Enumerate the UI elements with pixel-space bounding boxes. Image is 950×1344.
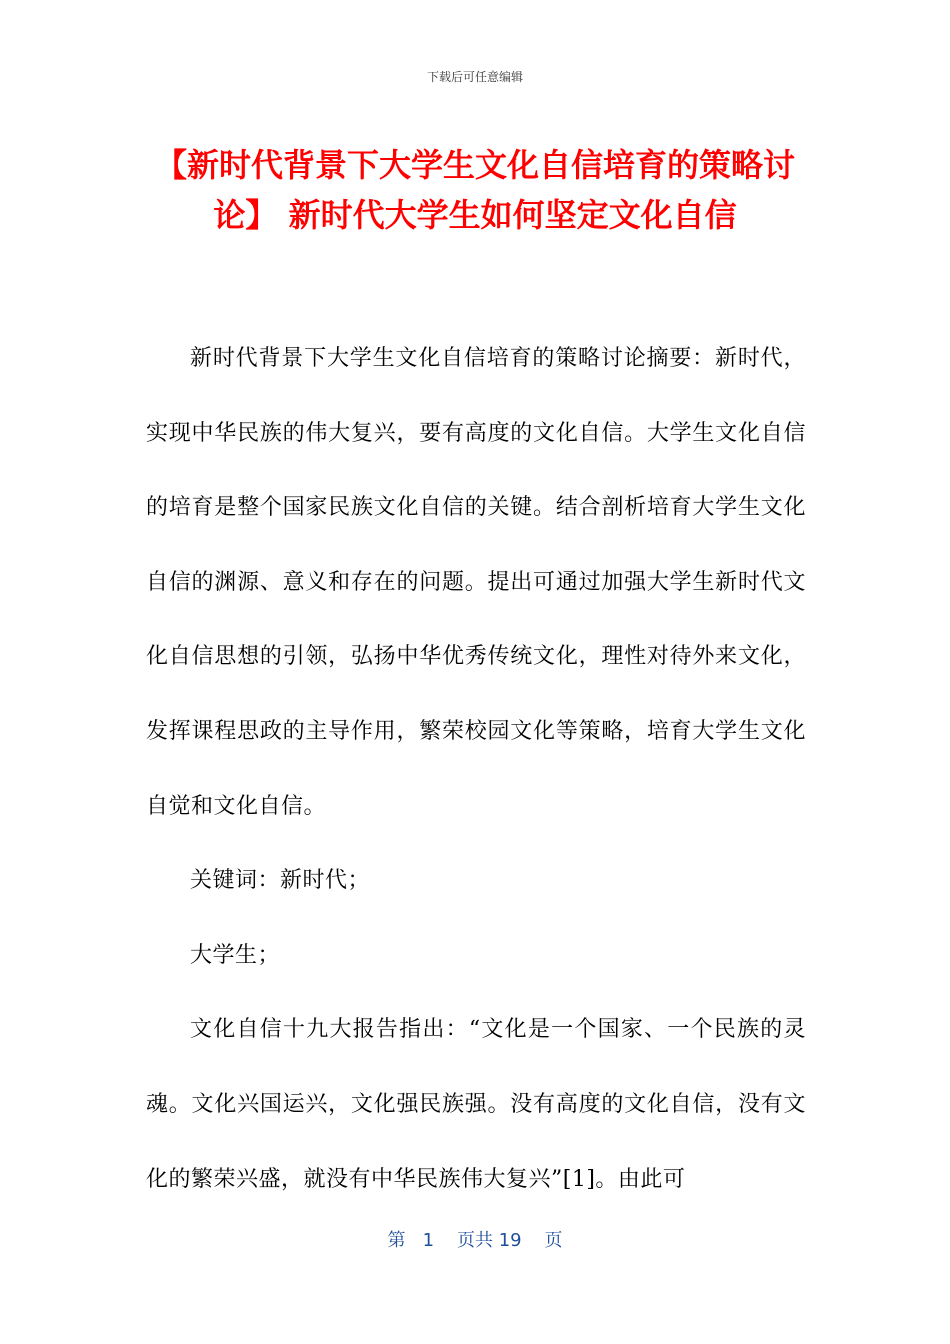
page-total: 19 xyxy=(498,1230,522,1251)
page-footer xyxy=(0,1226,950,1252)
keywords-continued-paragraph: 大学生； xyxy=(190,942,281,968)
page-prefix: 第 xyxy=(387,1230,406,1251)
page-middle: 页共 xyxy=(456,1230,493,1251)
page-number: 1 xyxy=(422,1230,435,1251)
header-note: 下载后可任意编辑 xyxy=(426,70,523,84)
page-suffix: 页 xyxy=(544,1230,563,1251)
abstract-paragraph: 新时代背景下大学生文化自信培育的策略讨论摘要：新时代，实现中华民族的伟大复兴，要有高度的文化自信。大学生文化自信的培育是整个国家民族文化自信的关键。结合剖析培育大学生文化自信的渊源、意义和存在的问题。提出可通过加强大学生新时代文化自信思想的引领，弘扬中华优秀传统文化，理性对待外来文化，发挥课程思政的主导作用，繁荣校园文化等策略，培育大学生文化自觉和文化自信。 xyxy=(146,346,806,819)
document-body xyxy=(146,322,806,1217)
body-paragraph: 文化自信十九大报告指出：“文化是一个国家、一个民族的灵魂。文化兴国运兴，文化强民族强。没有高度的文化自信，没有文化的繁荣兴盛，就没有中华民族伟大复兴”[1]。由此可 xyxy=(146,1017,806,1192)
keywords-paragraph: 关键词：新时代； xyxy=(190,868,371,894)
document-title: 【新时代背景下大学生文化自信培育的策略讨论】 新时代大学生如何坚定文化自信 xyxy=(154,146,795,234)
